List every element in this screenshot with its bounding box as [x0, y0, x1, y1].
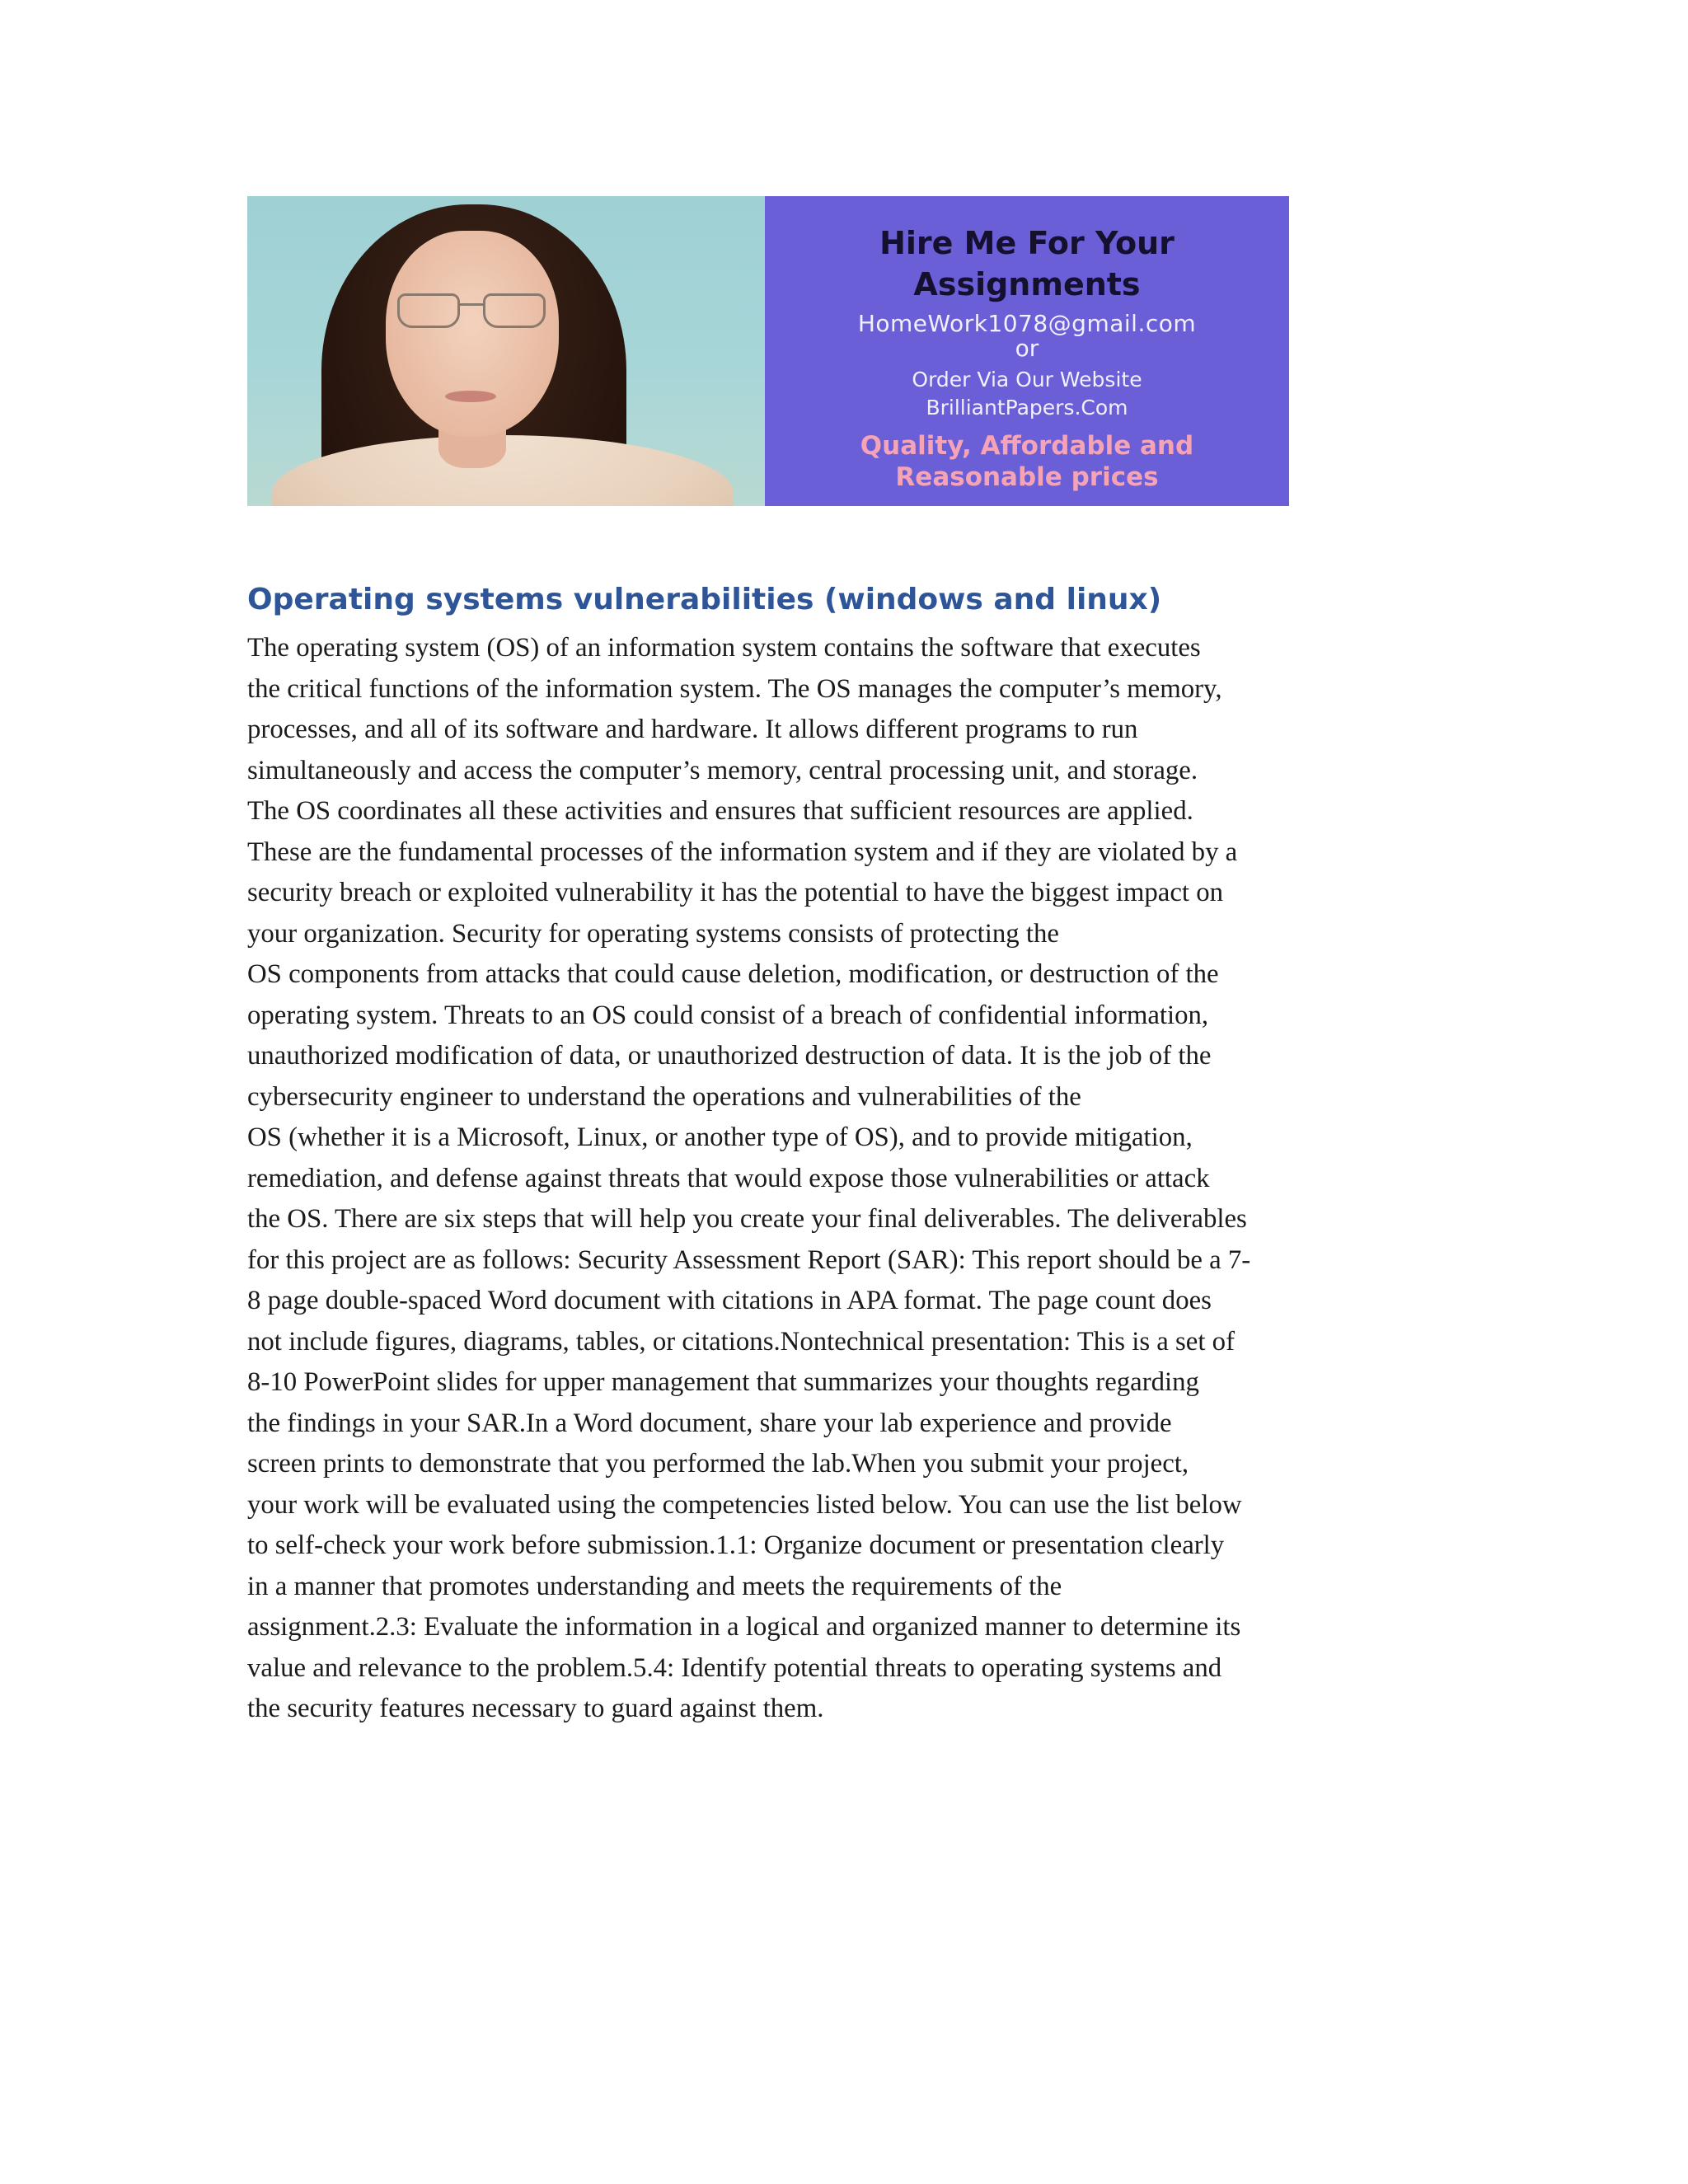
ad-quality-tagline: Quality, Affordable and Reasonable prices [860, 431, 1194, 492]
photo-lips [445, 391, 496, 402]
document-body: The operating system (OS) of an information system contains the software that executes the critical functions of the information system. The OS manages the computer’s memory, processes, and all of its software and hardware. It allows different programs to run simultaneously and access the computer’s memory, central processing unit, and storage. The OS coordinates all these activities and ensures that sufficient resources are applied. These are the fundamental processes of the information system and if they are violated by a security breach or exploited vulnerability it has the potential to have the biggest impact on your organization. Security for operating systems consists of protecting the OS components from attacks that could cause deletion, modification, or destruction of the operating system. Threats to an OS could consist of a breach of confidential information, unauthorized modification of data, or unauthorized destruction of data. It is the job of the cybersecurity engineer to understand the operations and vulnerabilities of the OS (whether it is a Microsoft, Linux, or another type of OS), and to provide mitigation, remediation, and defense against threats that would expose those vulnerabilities or attack the OS. There are six steps that will help you create your final deliverables. The deliverables for this project are as follows: Security Assessment Report (SAR): This report should be a 7- 8 page double-spaced Word document with citations in APA format. The page count does not include figures, diagrams, tables, or citations.Nontechnical presentation: This is a set of 8-10 PowerPoint slides for upper management that summarizes your thoughts regarding the findings in your SAR.In a Word document, share your lab experience and provide screen prints to demonstrate that you performed the lab.When you submit your project, your work will be evaluated using the competencies listed below. You can use the list below to self-check your work before submission.1.1: Organize document or presentation clearly in a manner that promotes understanding and meets the requirements of the assignment.2.3: Evaluate the information in a logical and organized manner to determine its value and relevance to the problem.5.4: Identify potential threats to operating systems and the security features necessary to guard against them. [247, 633, 1251, 1723]
banner-ad-panel [765, 196, 1289, 506]
advertisement-banner [247, 196, 1289, 506]
photo-face [386, 231, 559, 437]
woman-photo [247, 196, 765, 506]
ad-or: or [1015, 335, 1039, 362]
glasses-icon [397, 293, 546, 330]
ad-order-website: Order Via Our Website BrilliantPapers.Com [912, 368, 1142, 419]
ad-email: HomeWork1078@gmail.com [857, 310, 1197, 337]
document-title: Operating systems vulnerabilities (windows and linux) [247, 583, 1162, 616]
ad-headline: Hire Me For Your Assignments [879, 225, 1175, 302]
